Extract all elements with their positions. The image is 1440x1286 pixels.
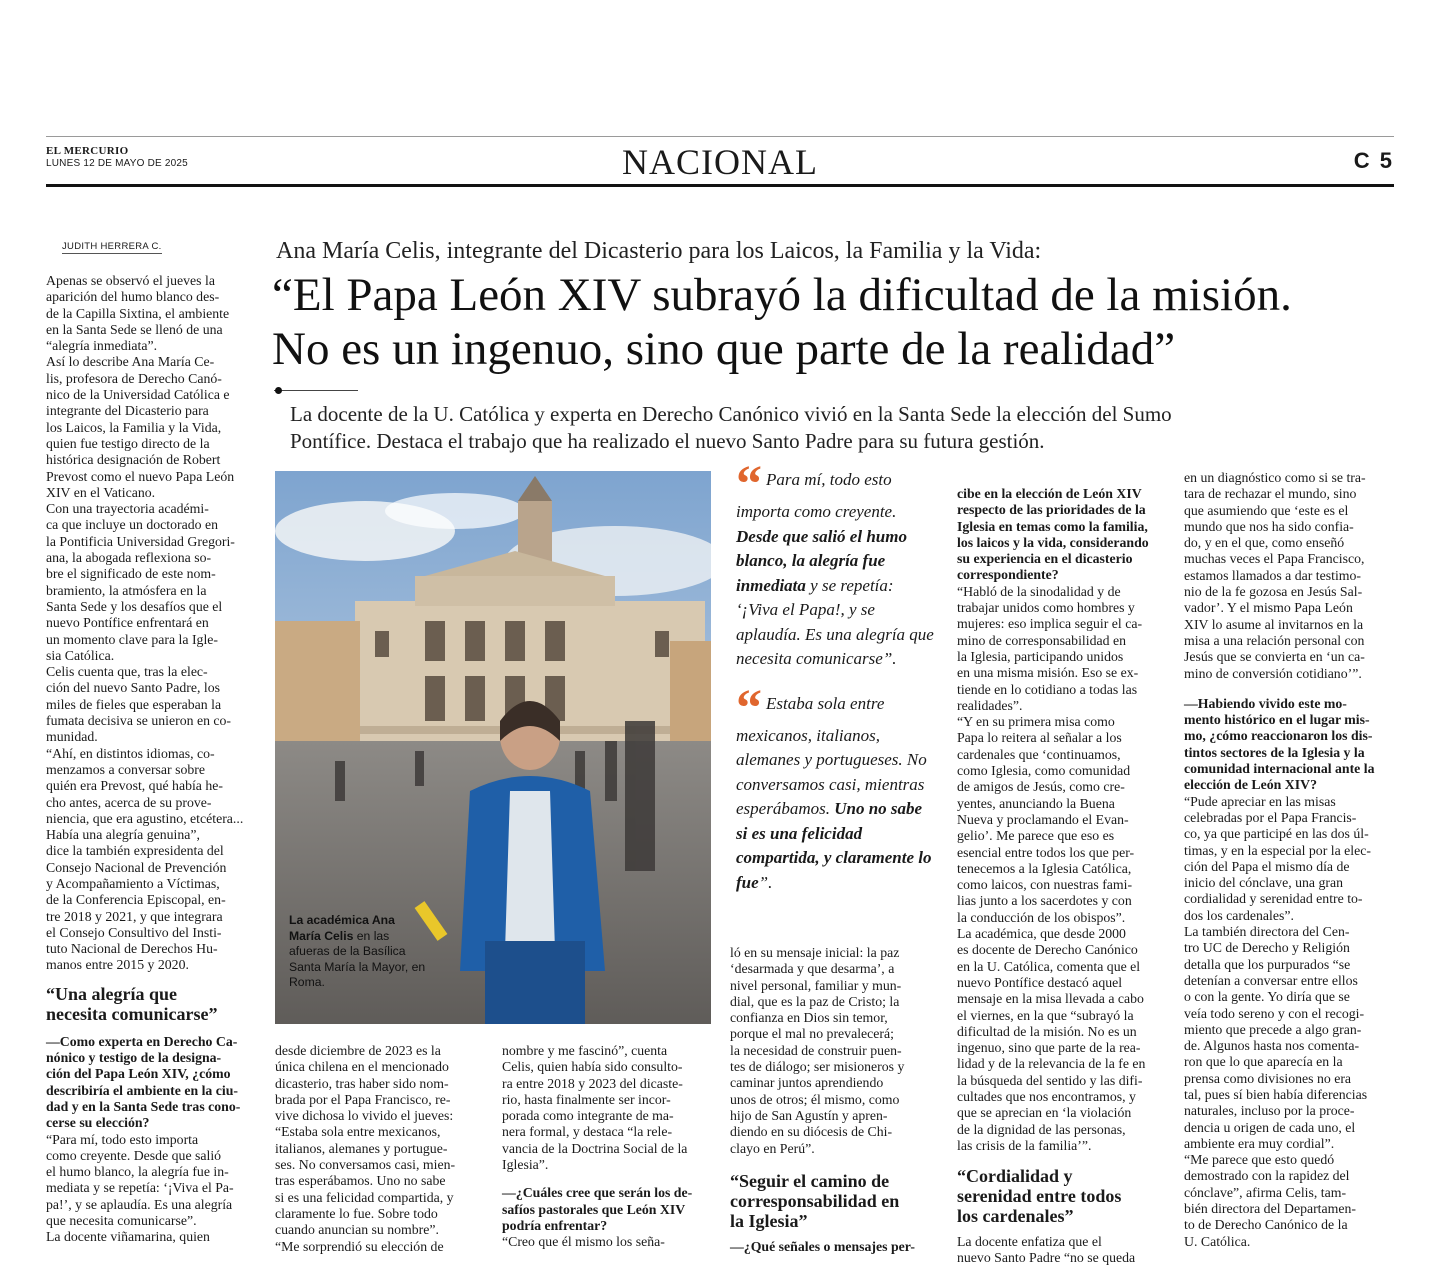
text-line: Celis cuenta que, tras la elec- [46,664,208,680]
subhead-line: los cardenales” [957,1206,1074,1227]
edition-date: LUNES 12 DE MAYO DE 2025 [46,158,188,169]
text-line: tuto Nacional de Derechos Hu- [46,941,218,957]
text-line: Con una trayectoria académi- [46,501,209,517]
text-line: ló en su mensaje inicial: la paz [730,945,900,960]
byline: JUDITH HERRERA C. [62,241,162,252]
interview-question-3-start [730,1239,942,1255]
masthead-bottom-rule [46,184,1394,187]
deck-line: La docente de la U. Católica y experta en Derecho Canónico vivió en la Santa Sede la elección del Sumo [290,402,1172,426]
text-line: podría enfrentar? [502,1217,608,1233]
text-line: “Habló de la sinodalidad y de [957,583,1121,599]
text-line: “alegría inmediata”. [46,338,158,354]
subhead-2 [730,1171,942,1231]
subhead-line: serenidad entre todos [957,1186,1122,1207]
page-number: C 5 [1353,148,1394,173]
text-line: de la Conferencia Episcopal, en- [46,892,226,908]
text-line: tes de diálogo; ser misioneros y [730,1059,905,1075]
text-line: trabajar unidos como hombres y [957,600,1135,616]
column-3-body [502,1043,712,1173]
text-line: es docente de Derecho Canónico [957,942,1138,958]
quote-mark-icon: “ [736,456,762,513]
section-title: NACIONAL [622,142,818,182]
text-line: Nueva y proclamando el Evan- [957,811,1129,827]
text-line: lidad y de la relevancia de la fe en [957,1056,1146,1072]
text-line: bramiento, la atmósfera en la [46,582,207,598]
text-line: Jesús que se convierta en ‘un ca- [1184,649,1365,665]
text-line: co, ya que participé en las dos úl- [1184,826,1369,842]
text-line: dice la también expresidenta del [46,843,224,859]
quote-mark-icon: “ [736,679,762,737]
column-2 [275,1043,485,1255]
column-4 [730,945,942,1255]
text-line: cho antes, acerca de su prove- [46,794,212,810]
text-line: como Iglesia, como comunidad [957,763,1131,779]
text-line: miles de fieles que esperaban la [46,696,222,712]
text-line: demostrado con la rapidez del [1184,1168,1350,1184]
text-line: si es una felicidad compartida, y [275,1189,454,1205]
text-line: nombre y me fascinó”, cuenta [502,1043,668,1058]
text-line: tro UC de Derecho y Religión [1184,940,1350,956]
text-line: tintos sectores de la Iglesia y la [1184,744,1365,760]
text-line: La docente viñamarina, quien [46,1229,210,1245]
text-line: porque el mal no prevalecerá; [730,1026,894,1042]
text-line: U. Católica. [1184,1233,1251,1249]
text-line: tenecemos a la Iglesia Católica, [957,860,1132,876]
text-line: ron que lo que aparecía en la [1184,1054,1343,1070]
text-line: la búsqueda del sentido y las difi- [957,1072,1143,1088]
column-5-answer [957,1234,1169,1267]
text-line: estamos llamados a dar testimo- [1184,567,1362,583]
text-line: nio de la fe gozosa en Jesús Sal- [1184,584,1363,600]
text-line: vador’. Y el mismo Papa León [1184,600,1353,616]
text-line: respecto de las prioridades de la [957,502,1146,518]
text-line: sia Católica. [46,647,115,663]
text-line: to de Derecho Canónico de la [1184,1217,1348,1233]
text-line: elección de León XIV? [1184,777,1317,793]
text-line: La docente enfatiza que el [957,1234,1102,1250]
text-line: en la Santa Sede se llenó de una [46,321,223,337]
text-line: de la Capilla Sixtina, el ambiente [46,305,230,321]
text-line: dificultad de la misión. No es un [957,1023,1137,1039]
text-line: los Laicos, la Familia y la Vida, [46,419,222,435]
text-line: porada como integrante de ma- [502,1108,674,1124]
text-line: Había una alegría genuina”, [46,827,200,843]
text-line: como creyente. Desde que salió [46,1147,222,1163]
text-line: gelio’. Me parece que eso es [957,828,1115,844]
text-line: niencia, que era agustino, etcétera... [46,810,244,826]
text-line: mento histórico en el lugar mis- [1184,712,1370,728]
text-line: confianza en Dios sin temor, [730,1010,888,1026]
text-line: Celis, quien había sido consulto- [502,1059,683,1075]
text-line: Santa Sede y los desafíos que el [46,598,223,614]
text-line: un momento clave para la Igle- [46,631,219,647]
column-5-body [957,584,1169,1154]
text-line: bién directora del Departamen- [1184,1201,1356,1217]
text-line: ‘desarmada y que desarma’, a [730,961,895,977]
decorative-rule [274,390,358,391]
text-line: ambiente era muy cordial”. [1184,1135,1335,1151]
text-line: Iglesia”. [502,1157,549,1173]
text-line: inicio del cónclave, una gran [1184,875,1343,891]
text-line: —¿Qué señales o mensajes per- [730,1238,915,1254]
text-line: pa!’, y se aplaudía. Es una alegría [46,1196,233,1212]
text-line: XIV lo asume al invitarnos en la [1184,616,1364,632]
text-line: dos los cardenales”. [1184,907,1294,923]
text-line: munidad. [46,729,98,745]
text-line: mediata y se repetía: ‘¡Viva el Pa- [46,1180,234,1196]
text-line: do, y en el que, como enseñó [1184,535,1345,551]
decorative-dot [275,387,282,394]
subhead-line: “Cordialidad y [957,1166,1073,1187]
column-1-body [46,273,258,974]
text-line: en la U. Católica, comenta que el [957,958,1141,974]
text-line: nuevo Santo Padre “no se queda [957,1250,1136,1266]
text-line: vive dichosa lo vivido el jueves: [275,1108,454,1124]
text-line: ses. No conversamos casi, mien- [275,1157,456,1173]
deck [290,401,1400,455]
text-line: XIV en el Vaticano. [46,484,156,500]
text-line: celebradas por el Papa Francis- [1184,809,1357,825]
text-line: ción del Papa el mismo día de [1184,858,1350,874]
text-line: diendo en su diócesis de Chi- [730,1124,893,1140]
text-line: lias junto a los sacerdotes y con [957,893,1132,909]
text-line: Consejo Nacional de Prevención [46,859,227,875]
text-line: que asumiendo que ‘este es el [1184,502,1349,518]
text-line: timas, y en la especial por la elec- [1184,842,1371,858]
column-6-body [1184,470,1396,682]
text-line: el Consejo Consultivo del Insti- [46,924,222,940]
text-line: nuevo Pontífice destacó aquel [957,974,1123,990]
pullquote-text: Para mí, todo esto importa como creyente. [736,470,897,521]
column-6-answer [1184,794,1396,1250]
text-line: nico de la Universidad Católica e [46,387,230,403]
text-line: la necesidad de construir puen- [730,1042,902,1058]
column-3 [502,1043,712,1251]
pullquote-text: y se repetía: ‘¡Viva el Papa!, y se aplaudía. Es una alegría que necesita comunicarse”. [736,575,934,668]
text-line: en un diagnóstico como si se tra- [1184,470,1366,485]
pullquote-text: Estaba sola entre mexicanos, italianos, alemanes y portugueses. No conversamos casi, mientras esperábamos. [736,693,927,818]
text-line: safíos pastorales que León XIV [502,1201,686,1217]
text-line: y Acompañamiento a Víctimas, [46,875,220,891]
text-line: los laicos y la vida, considerando [957,534,1149,550]
text-line: ana, la abogada reflexiona so- [46,550,212,566]
text-line: dicasterio, tras haber sido nom- [275,1075,449,1091]
subhead-line: “Seguir el camino de [730,1170,890,1191]
text-line: fumata decisiva se unieron en co- [46,713,232,729]
text-line: Así lo describe Ana María Ce- [46,354,215,370]
text-line: tara de rechazar el mundo, sino [1184,486,1357,502]
text-line: detenían a conversar entre ellos [1184,972,1358,988]
text-line: la Iglesia, participando unidos [957,648,1124,664]
interview-question-4 [1184,696,1396,794]
subhead-line: “Una alegría que [46,983,178,1004]
text-line: misa a una relación personal con [1184,632,1365,648]
text-line: veía todo sereno y con el recogi- [1184,1005,1365,1021]
text-line: ca que incluye un doctorado en [46,517,219,533]
text-line: de amigos de Jesús, como cre- [957,779,1125,795]
subhead-1 [46,984,258,1024]
text-line: describiría el ambiente en la ciu- [46,1082,238,1098]
text-line: vancia de la Doctrina Social de la [502,1140,688,1156]
headline-line: No es un ingenuo, sino que parte de la realidad” [272,323,1176,375]
text-line: realidades”. [957,697,1023,713]
interview-question-2 [502,1185,712,1234]
text-line: mino de conversión cotidiano’”. [1184,665,1362,681]
text-line: nivel personal, familiar y mun- [730,977,902,993]
pullquote-1 [736,456,936,672]
text-line: en una misma misión. Eso se ex- [957,665,1139,681]
text-line: hijo de San Agustín y apren- [730,1107,888,1123]
column-5 [957,486,1169,1267]
text-line: caminar juntos aprendiendo [730,1075,884,1091]
photo-caption [289,913,429,991]
caption-text: en las afueras de la Basílica Santa María la Mayor, en Roma. [289,928,426,989]
text-line: menzamos a conversar sobre [46,761,205,777]
text-line: nuevo Pontífice enfrentará en [46,615,209,631]
text-line: “Para mí, todo esto importa [46,1131,199,1147]
text-line: “Me sorprendió su elección de [275,1238,444,1254]
text-line: Prevost como el nuevo Papa León [46,468,235,484]
text-line: clayo en Perú”. [730,1140,815,1156]
text-line: cuando anuncian su nombre”. [275,1222,439,1238]
text-line: La académica, que desde 2000 [957,926,1126,942]
text-line: italianos, alemanes y portugue- [275,1140,448,1156]
text-line: yentes, anunciando la Buena [957,795,1115,811]
text-line: “Y en su primera misa como [957,714,1115,730]
text-line: “Me parece que esto quedó [1184,1152,1335,1168]
text-line: aparición del humo blanco des- [46,289,220,305]
text-line: correspondiente? [957,567,1059,583]
column-1 [46,273,258,1246]
text-line: tre 2018 y 2021, y que integrara [46,908,223,924]
text-line: de la dignidad de las personas, [957,1121,1126,1137]
text-line: dad y en la Santa Sede tras cono- [46,1098,241,1114]
newspaper-name: EL MERCURIO [46,145,129,157]
text-line: comunidad internacional ante la [1184,761,1375,777]
text-line: bre el significado de este nom- [46,566,216,582]
text-line: tal, pues sí bien había diferencias [1184,1086,1368,1102]
text-line: Apenas se observó el jueves la [46,273,215,288]
text-line: Papa lo reitera al señalar a los [957,730,1122,746]
pullquote-text: ”. [758,872,773,892]
caption-bold: La académica Ana María Celis [289,913,395,943]
interview-question-3-end [957,486,1169,584]
text-line: el viernes, en la que “subrayó la [957,1007,1134,1023]
text-line: que se aprecian en ‘la violación [957,1105,1132,1121]
text-line: unos de otros; él mismo, como [730,1091,900,1107]
text-line: mensaje en la misa llevada a cabo [957,991,1144,1007]
text-line: rio, hasta finalmente ser incor- [502,1091,671,1107]
subhead-line: necesita comunicarse” [46,1003,218,1024]
text-line: prensa como divisiones no era [1184,1070,1352,1086]
text-line: “Ahí, en distintos idiomas, co- [46,745,215,761]
text-line: La también directora del Cen- [1184,924,1350,940]
pullquote-bold: Uno no sabe si es una felicidad compartida, y claramente lo fue [736,799,932,892]
text-line: manos entre 2015 y 2020. [46,957,189,973]
text-line: lis, profesora de Derecho Canó- [46,370,222,386]
text-line: el humo blanco, la alegría fue in- [46,1164,229,1180]
text-line: naturales, incluso por la proce- [1184,1103,1355,1119]
text-line: tiende en lo cotidiano a todas las [957,681,1138,697]
text-line: muchas veces el Papa Francisco, [1184,551,1365,567]
subhead-line: corresponsabilidad en [730,1190,900,1211]
text-line: cultades que nos encontramos, y [957,1088,1136,1104]
text-line: miento que precede a algo gran- [1184,1021,1362,1037]
column-3-answer [502,1234,712,1250]
text-line: la conducción de los obispos”. [957,909,1126,925]
text-line: histórica designación de Robert [46,452,221,468]
pullquote-2 [736,679,936,896]
text-line: Iglesia en temas como la familia, [957,518,1148,534]
text-line: las crisis de la familia’”. [957,1137,1092,1153]
interview-question-1 [46,1034,258,1132]
text-line: integrante del Dicasterio para [46,403,209,419]
text-line: quién era Prevost, qué había he- [46,778,223,794]
text-line: ingenuo, sino que parte de la rea- [957,1040,1141,1056]
text-line: brada por el Papa Francisco, re- [275,1091,451,1107]
text-line: tras esperábamos. Uno no sabe [275,1173,446,1189]
text-line: mino de corresponsabilidad en [957,632,1126,648]
text-line: quien fue testigo directo de la [46,435,210,451]
pullquotes [736,456,936,895]
text-line: cordialidad y serenidad entre to- [1184,891,1363,907]
text-line: ción del nuevo Santo Padre, los [46,680,220,696]
text-line: “Creo que él mismo los seña- [502,1234,665,1250]
text-line: única chilena en el mencionado [275,1059,449,1075]
text-line: claramente lo fue. Sobre todo [275,1205,438,1221]
text-line: —Como experta en Derecho Ca- [46,1033,238,1049]
text-line: dencia u origen de cada uno, el [1184,1119,1356,1135]
text-line: o con la gente. Yo diría que se [1184,989,1350,1005]
masthead-top-rule [46,136,1394,137]
column-4-body [730,945,942,1157]
text-line: dial, que es la paz de Cristo; la [730,993,900,1009]
text-line: “Pude apreciar en las misas [1184,793,1336,809]
text-line: cardenales que ‘continuamos, [957,746,1121,762]
text-line: cónclave”, afirma Celis, tam- [1184,1184,1347,1200]
headline [272,268,1292,376]
text-line: ra entre 2018 y 2023 del dicaste- [502,1075,683,1091]
text-line: mo, ¿cómo reaccionaron los dis- [1184,728,1373,744]
text-line: su experiencia en el dicasterio [957,551,1133,567]
text-line: cerse su elección? [46,1115,150,1131]
text-line: —¿Cuáles cree que serán los de- [502,1185,693,1201]
text-line: detalla que los purpurados “se [1184,956,1351,972]
column-6 [1184,470,1396,1250]
text-line: que necesita comunicarse”. [46,1213,197,1229]
text-line: ción del Papa León XIV, ¿cómo [46,1066,231,1082]
column-1-answer [46,1132,258,1246]
text-line: desde diciembre de 2023 es la [275,1043,441,1058]
text-line: mundo que nos ha sido confia- [1184,518,1354,534]
pullquote-bold: Desde que salió el humo blanco, la alegría fue inmediata [736,526,907,595]
text-line: cibe en la elección de León XIV [957,486,1142,501]
text-line: nónico y testigo de la designa- [46,1050,222,1066]
deck-line: Pontífice. Destaca el trabajo que ha realizado el nuevo Santo Padre para su futura gestión. [290,429,1045,453]
text-line: mujeres: eso implica seguir el ca- [957,616,1143,632]
subhead-3 [957,1166,1169,1226]
text-line: de. Algunos hasta nos comenta- [1184,1038,1360,1054]
text-line: esencial entre todos los que per- [957,844,1135,860]
text-line: la Pontificia Universidad Gregori- [46,533,235,549]
text-line: como laicos, con nuestras fami- [957,877,1133,893]
text-line: nera formal, y destaca “la rele- [502,1124,673,1140]
kicker: Ana María Celis, integrante del Dicasterio para los Laicos, la Familia y la Vida: [276,238,1042,264]
text-line: “Estaba sola entre mexicanos, [275,1124,441,1140]
subhead-line: la Iglesia” [730,1210,808,1231]
headline-line: “El Papa León XIV subrayó la dificultad de la misión. [272,269,1292,321]
text-line: —Habiendo vivido este mo- [1184,695,1347,711]
